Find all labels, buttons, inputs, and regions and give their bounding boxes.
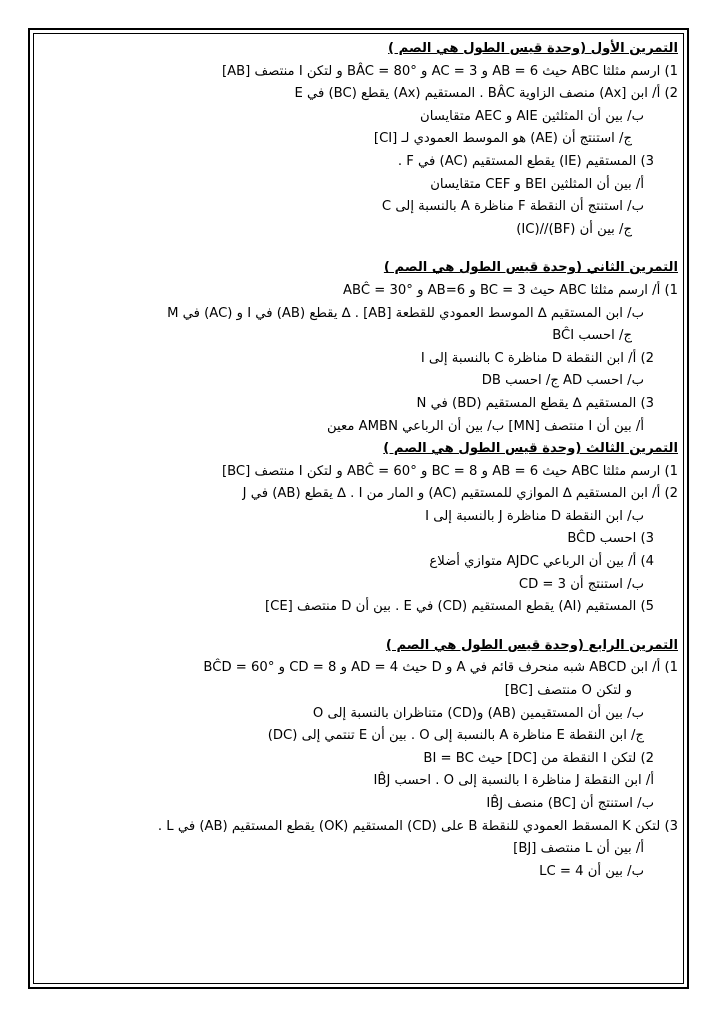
exercise-4-title: التمرين الرابع (وحدة قيس الطول هي الصم ) <box>385 637 678 653</box>
ex4-q2b: ب/ استنتج أن [BC) منصف IB̂J <box>486 796 654 811</box>
ex2-q2a: 2) أ/ ابن النقطة D مناظرة C بالنسبة إلى I <box>420 350 654 366</box>
ex2-q1c: ج/ احسب BĈI <box>552 328 632 344</box>
ex4-q1a: 1) أ/ ابن ABCD شبه منحرف قائم في A و D حيث AD = 4 و CD = 8 و BĈD = 60° <box>203 660 678 676</box>
ex2-q3: 3) المستقيم ∆ يقطع المستقيم (BD) في N <box>416 395 654 411</box>
ex3-q5: 5) المستقيم (AI) يقطع المستقيم (CD) في E . بين أن D منتصف [CE] <box>264 599 654 615</box>
ex4-q3: 3) لتكن K المسقط العمودي للنقطة B على (CD) المستقيم (OK) يقطع المستقيم (AB) في L . <box>157 818 678 834</box>
ex3-q2b: ب/ ابن النقطة D مناظرة J بالنسبة إلى I <box>425 508 644 524</box>
ex4-q1-note: و لتكن O منتصف [BC] <box>504 683 632 699</box>
ex3-q4b: ب/ استنتج أن CD = 3 <box>518 576 644 592</box>
ex2-q1a: 1) أ/ ارسم مثلثا ABC حيث BC = 3 و AB=6 و ABĈ = 30° <box>343 282 678 298</box>
ex1-q2a: 2) أ/ ابن [Ax) منصف الزاوية BÂC . المستقيم (Ax) يقطع (BC) في E <box>294 86 678 102</box>
ex1-q3a: أ/ بين أن المثلثين BEI و CEF متقايسان <box>430 176 644 192</box>
exercise-1-title: التمرين الأول (وحدة قيس الطول هي الصم ) <box>388 41 678 56</box>
ex4-q3a: أ/ بين أن L منتصف [BJ] <box>513 841 644 857</box>
ex1-q2c: ج/ استنتج أن (AE) هو الموسط العمودي لـ [CI] <box>373 131 632 147</box>
ex4-q1c: ج/ ابن النقطة E مناظرة A بالنسبة إلى O . بين أن E تنتمي إلى (DC) <box>267 728 644 744</box>
worksheet <box>40 38 678 978</box>
ex3-q3: 3) احسب BĈD <box>567 531 654 547</box>
ex2-q1b: ب/ ابن المستقيم ∆ الموسط العمودي للقطعة [AB] . ∆ يقطع (AB) في I و (AC) في M <box>167 305 644 321</box>
ex1-q3c: ج/ بين أن (BF)//(IC) <box>516 221 632 237</box>
ex1-q3b: ب/ استنتج أن النقطة F مناظرة A بالنسبة إلى C <box>381 199 644 215</box>
ex1-q2b: ب/ بين أن المثلثين AIE و AEC متقايسان <box>420 108 644 124</box>
ex3-q4a: 4) أ/ بين أن الرباعي AJDC متوازي أضلاع <box>429 554 654 570</box>
ex2-q3ab: أ/ بين أن I منتصف [MN] ب/ بين أن الرباعي AMBN معين <box>327 418 644 434</box>
ex4-q3b: ب/ بين أن LC = 4 <box>539 863 644 879</box>
ex3-q2a: 2) أ/ ابن المستقيم ∆ الموازي للمستقيم (AC) و المار من I . ∆ يقطع (AB) في J <box>242 486 678 502</box>
ex1-q1: 1) ارسم مثلثا ABC حيث AB = 6 و AC = 3 و BÂC = 80° و لتكن I منتصف [AB] <box>221 63 678 79</box>
ex1-q3: 3) المستقيم (IE) يقطع المستقيم (AC) في F . <box>397 153 654 169</box>
ex4-q2a: أ/ ابن النقطة J مناظرة I بالنسبة إلى O . احسب IB̂J <box>373 773 654 789</box>
ex4-q2: 2) لتكن I النقطة من [DC] حيث BI = BC <box>423 750 654 766</box>
ex2-q2b: ب/ احسب AD ج/ احسب DB <box>481 373 644 389</box>
exercise-2-title: التمرين الثاني (وحدة قيس الطول هي الصم ) <box>383 260 678 276</box>
exercise-3-title: التمرين الثالث (وحدة قيس الطول هي الصم ) <box>383 441 678 457</box>
ex4-q1b: ب/ بين أن المستقيمين (AB) و(CD) متناظران بالنسبة إلى O <box>312 705 644 721</box>
ex3-q1: 1) ارسم مثلثا ABC حيث AB = 6 و BC = 8 و ABĈ = 60° و لتكن I منتصف [BC] <box>221 463 678 479</box>
